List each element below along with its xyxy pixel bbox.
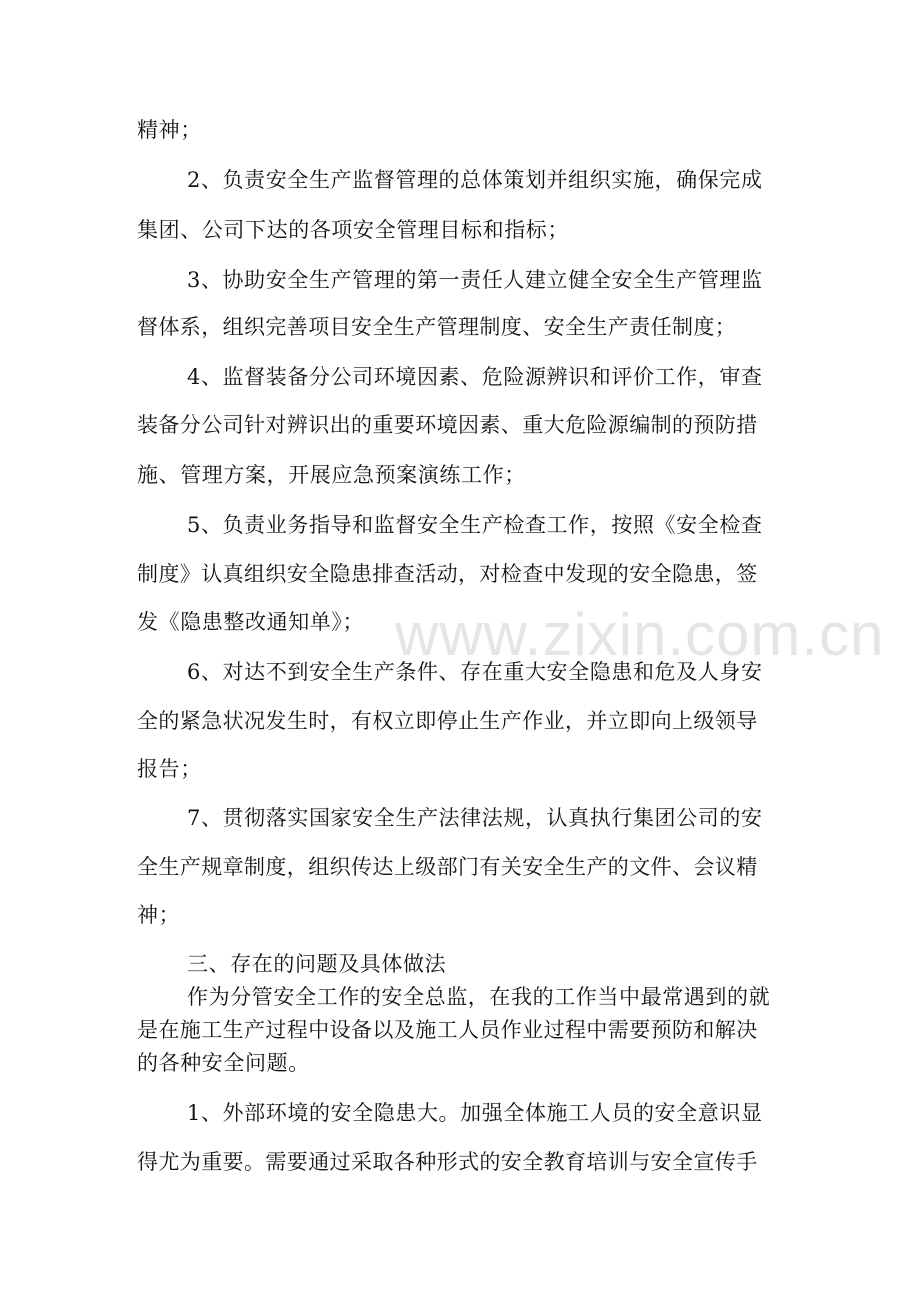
text-line: 制度》认真组织安全隐患排查活动，对检查中发现的安全隐患，签 <box>137 562 758 586</box>
text-line: 装备分公司针对辨识出的重要环境因素、重大危险源编制的预防措 <box>137 413 758 437</box>
text-line: 1、外部环境的安全隐患大。加强全体施工人员的安全意识显 <box>187 1101 763 1125</box>
text-line: 5、负责业务指导和监督安全生产检查工作，按照《安全检查 <box>187 513 763 537</box>
section-heading: 三、存在的问题及具体做法 <box>187 952 447 976</box>
text-line: 3、协助安全生产管理的第一责任人建立健全安全生产管理监 <box>187 268 763 292</box>
text-line: 精神； <box>137 118 202 142</box>
text-line: 的各种安全问题。 <box>137 1051 310 1075</box>
text-line: 督体系，组织完善项目安全生产管理制度、安全生产责任制度； <box>137 315 737 339</box>
text-line: 4、监督装备分公司环境因素、危险源辨识和评价工作，审查 <box>187 365 763 389</box>
text-line: 2、负责安全生产监督管理的总体策划并组织实施，确保完成 <box>187 168 763 192</box>
text-line: 集团、公司下达的各项安全管理目标和指标； <box>137 218 569 242</box>
text-line: 作为分管安全工作的安全总监，在我的工作当中最常遇到的就 <box>187 985 771 1009</box>
text-line: 7、贯彻落实国家安全生产法律法规，认真执行集团公司的安 <box>187 806 763 830</box>
text-line: 全的紧急状况发生时，有权立即停止生产作业，并立即向上级领导 <box>137 709 758 733</box>
text-line: 6、对达不到安全生产条件、存在重大安全隐患和危及人身安 <box>187 660 763 684</box>
text-line: 发《隐患整改通知单》； <box>137 610 365 634</box>
watermark-text: www.zixin.com.cn <box>395 601 885 668</box>
text-line: 施、管理方案，开展应急预案演练工作； <box>137 463 526 487</box>
text-line: 全生产规章制度，组织传达上级部门有关安全生产的文件、会议精 <box>137 855 758 879</box>
text-line: 报告； <box>137 757 202 781</box>
text-line: 得尤为重要。需要通过采取各种形式的安全教育培训与安全宣传手 <box>137 1150 758 1174</box>
text-line: 神； <box>137 903 181 927</box>
text-line: 是在施工生产过程中设备以及施工人员作业过程中需要预防和解决 <box>137 1018 758 1042</box>
